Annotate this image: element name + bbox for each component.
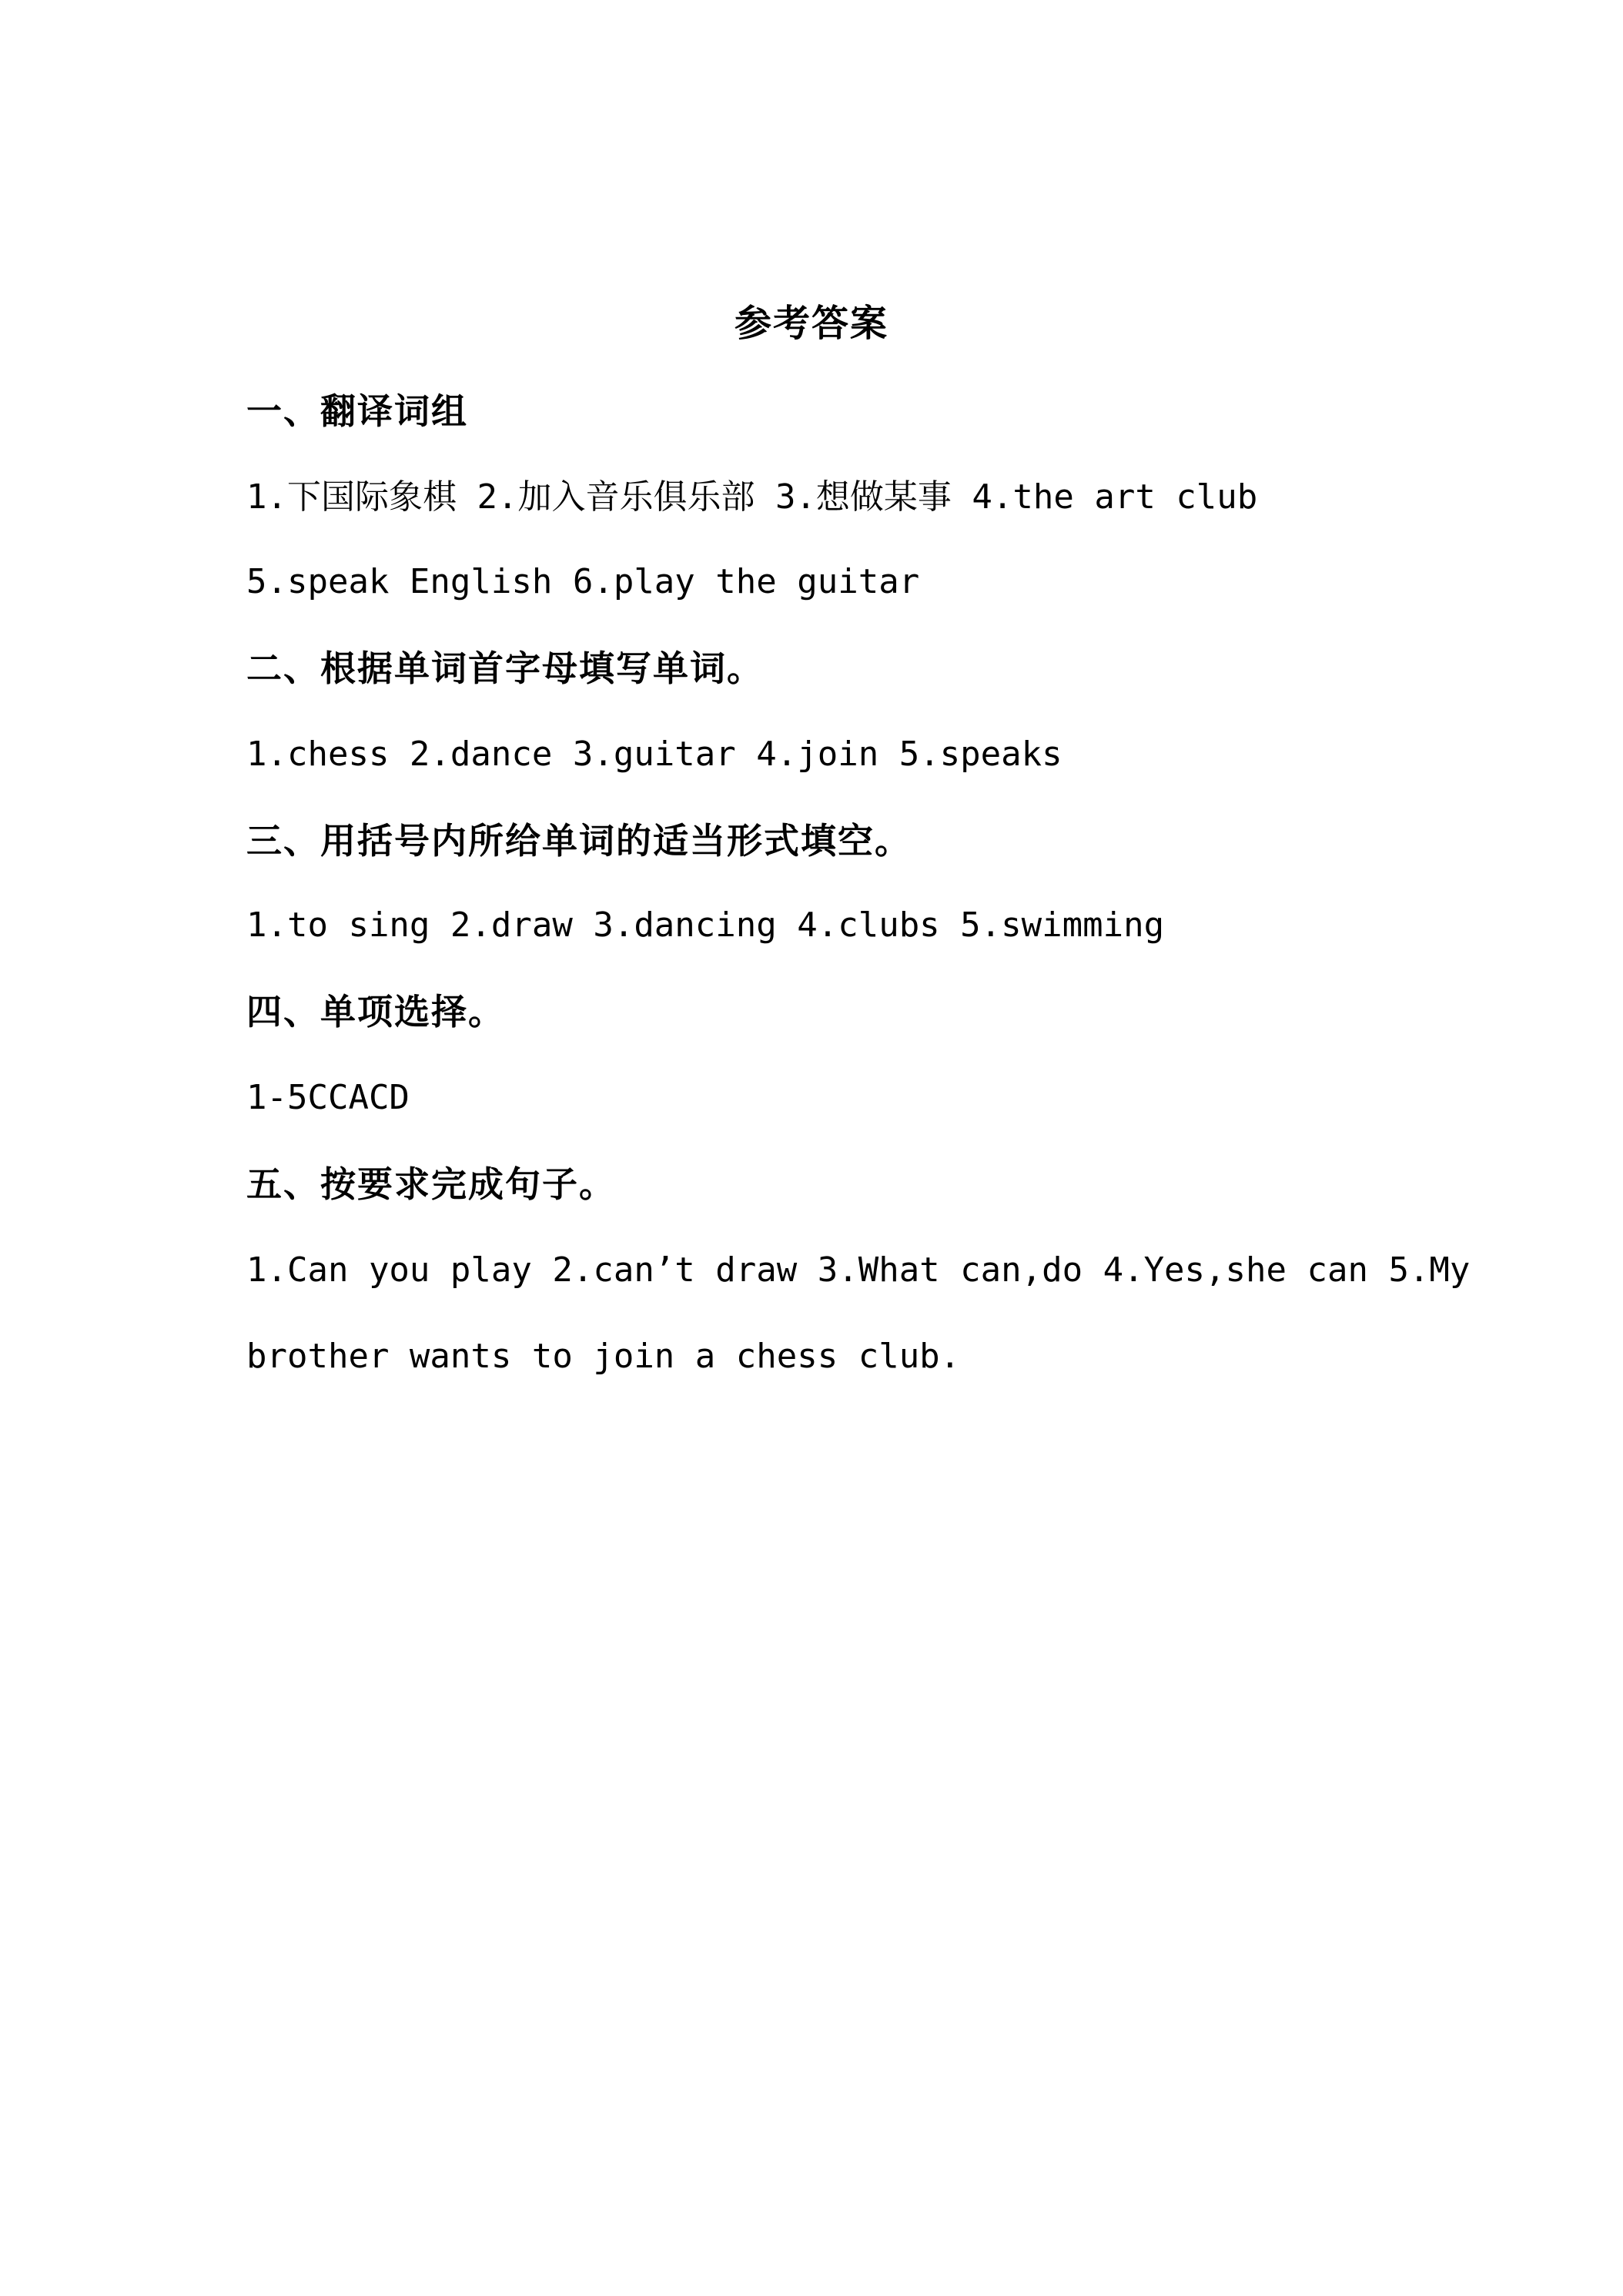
section-1-answer-line-1: 1.下国际象棋 2.加入音乐俱乐部 3.想做某事 4.the art club: [246, 477, 1258, 517]
section-1-heading: 一、翻译词组: [246, 390, 468, 432]
section-5-answer-line-1: 1.Can you play 2.can’t draw 3.What can,do 4.Yes,she can 5.My: [246, 1250, 1471, 1290]
section-1-answer-line-2: 5.speak English 6.play the guitar: [246, 562, 920, 601]
section-2-heading: 二、根据单词首字母填写单词。: [246, 648, 764, 689]
page-title: 参考答案: [734, 302, 888, 345]
section-4-answer-line-1: 1-5CCACD: [246, 1078, 410, 1117]
section-5-answer-line-2: brother wants to join a chess club.: [246, 1337, 961, 1376]
section-2-answer-line-1: 1.chess 2.dance 3.guitar 4.join 5.speaks: [246, 735, 1062, 774]
section-3-answer-line-1: 1.to sing 2.draw 3.dancing 4.clubs 5.swimming: [246, 905, 1165, 945]
section-5-heading: 五、按要求完成句子。: [246, 1163, 616, 1205]
section-4-heading: 四、单项选择。: [246, 991, 505, 1033]
section-3-heading: 三、用括号内所给单词的适当形式填空。: [246, 820, 912, 862]
